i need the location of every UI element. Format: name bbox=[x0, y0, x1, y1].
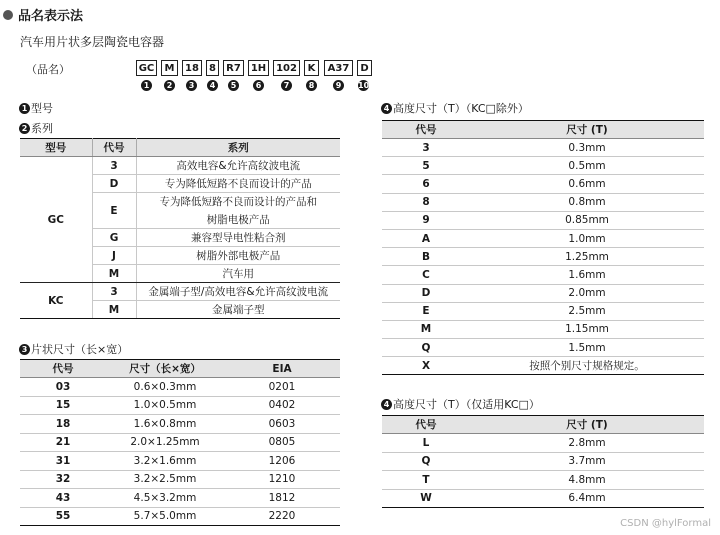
code-cell: 5 bbox=[382, 157, 470, 175]
index-circle: 7 bbox=[281, 80, 292, 91]
series-cell: 汽车用 bbox=[136, 265, 340, 283]
code-box: D bbox=[357, 60, 372, 76]
table-row bbox=[20, 378, 340, 397]
code-cell: T bbox=[382, 471, 470, 490]
section-number-badge: 1 bbox=[19, 103, 30, 114]
code-cell: W bbox=[382, 489, 470, 508]
eia-cell: 0603 bbox=[224, 415, 340, 434]
section-title: 高度尺寸（T）（仅适用KC□） bbox=[393, 398, 540, 411]
code-cell: X bbox=[382, 357, 470, 375]
size-cell: 按照个别尺寸规格规定。 bbox=[470, 357, 704, 375]
chip-size-table bbox=[20, 359, 340, 526]
table-row bbox=[20, 489, 340, 508]
index-circle: 2 bbox=[164, 80, 175, 91]
series-cell: 专为降低短路不良而设计的产品 bbox=[136, 175, 340, 193]
eia-cell: 1210 bbox=[224, 470, 340, 489]
index-circle: 4 bbox=[207, 80, 218, 91]
size-cell: 4.8mm bbox=[470, 471, 704, 490]
code-cell: D bbox=[92, 175, 136, 193]
code-cell: 31 bbox=[20, 452, 106, 471]
code-cell: 32 bbox=[20, 470, 106, 489]
code-cell: E bbox=[382, 302, 470, 320]
table-header: 代号 bbox=[382, 416, 470, 434]
size-cell: 1.0mm bbox=[470, 229, 704, 247]
table-row bbox=[382, 266, 704, 284]
code-cell: 3 bbox=[382, 139, 470, 157]
table-row bbox=[382, 193, 704, 211]
code-cell: C bbox=[382, 266, 470, 284]
series-cell: 专为降低短路不良而设计的产品和 bbox=[159, 196, 317, 209]
index-circle: 8 bbox=[306, 80, 317, 91]
index-circle: 10 bbox=[358, 81, 370, 90]
code-cell: B bbox=[382, 248, 470, 266]
table-row bbox=[382, 139, 704, 157]
index-circle: 9 bbox=[333, 80, 344, 91]
height-b-table bbox=[382, 415, 704, 508]
table-header: EIA bbox=[224, 360, 340, 378]
eia-cell: 0805 bbox=[224, 433, 340, 452]
section-title: 高度尺寸（T）（KC□除外） bbox=[393, 102, 529, 115]
size-cell: 2.8mm bbox=[470, 434, 704, 453]
table-row bbox=[382, 211, 704, 229]
section-title: 型号 bbox=[31, 102, 53, 115]
series-cell: 金属端子型 bbox=[136, 301, 340, 319]
table-header: 尺寸（长×宽） bbox=[106, 360, 224, 378]
size-cell: 5.7×5.0mm bbox=[106, 507, 224, 526]
table-header: 代号 bbox=[382, 121, 470, 139]
code-cell: Q bbox=[382, 339, 470, 357]
series-cell: 高效电容&允许高纹波电流 bbox=[136, 157, 340, 175]
code-cell: E bbox=[92, 193, 136, 229]
code-cell: J bbox=[92, 247, 136, 265]
code-cell: M bbox=[92, 265, 136, 283]
table-header: 尺寸 (T) bbox=[470, 121, 704, 139]
model-cell: GC bbox=[20, 157, 92, 283]
code-cell: 18 bbox=[20, 415, 106, 434]
index-circle: 6 bbox=[253, 80, 264, 91]
table-row bbox=[382, 175, 704, 193]
height-a-table bbox=[382, 120, 704, 375]
code-box: GC bbox=[136, 60, 157, 76]
series-cell: 金属端子型/高效电容&允许高纹波电流 bbox=[136, 283, 340, 301]
page-subtitle: 汽车用片状多层陶瓷电容器 bbox=[20, 35, 165, 49]
code-box: 102 bbox=[273, 60, 300, 76]
code-cell: 3 bbox=[92, 283, 136, 301]
size-cell: 0.85mm bbox=[470, 211, 704, 229]
eia-cell: 2220 bbox=[224, 507, 340, 526]
size-cell: 1.6×0.8mm bbox=[106, 415, 224, 434]
size-cell: 3.2×2.5mm bbox=[106, 470, 224, 489]
size-cell: 0.3mm bbox=[470, 139, 704, 157]
section-type-heading bbox=[19, 100, 53, 116]
size-cell: 1.15mm bbox=[470, 320, 704, 338]
section-title: 片状尺寸（长×宽） bbox=[31, 343, 129, 356]
size-cell: 2.5mm bbox=[470, 302, 704, 320]
table-row bbox=[382, 229, 704, 247]
code-cell: 15 bbox=[20, 396, 106, 415]
section-number-badge: 2 bbox=[19, 123, 30, 134]
size-cell: 0.6×0.3mm bbox=[106, 378, 224, 397]
size-cell: 3.2×1.6mm bbox=[106, 452, 224, 471]
series-cell: 树脂外部电极产品 bbox=[136, 247, 340, 265]
size-cell: 1.0×0.5mm bbox=[106, 396, 224, 415]
table-row bbox=[20, 396, 340, 415]
code-cell: 03 bbox=[20, 378, 106, 397]
section-series-heading bbox=[19, 120, 53, 136]
page-title: 品名表示法 bbox=[18, 9, 84, 24]
part-number-label: （品名） bbox=[26, 63, 70, 76]
code-cell: 3 bbox=[92, 157, 136, 175]
table-row bbox=[20, 507, 340, 526]
code-cell: G bbox=[92, 229, 136, 247]
index-circle: 5 bbox=[228, 80, 239, 91]
code-box: M bbox=[161, 60, 178, 76]
watermark: CSDN @hylFormal bbox=[620, 518, 711, 529]
table-header: 型号 bbox=[20, 139, 92, 157]
index-circle: 1 bbox=[141, 80, 152, 91]
code-box: 18 bbox=[182, 60, 202, 76]
code-box: K bbox=[304, 60, 319, 76]
series-cell: 兼容型导电性粘合剂 bbox=[136, 229, 340, 247]
section-title: 系列 bbox=[31, 122, 53, 135]
code-cell: 21 bbox=[20, 433, 106, 452]
code-cell: D bbox=[382, 284, 470, 302]
code-cell: 6 bbox=[382, 175, 470, 193]
code-box: 1H bbox=[248, 60, 269, 76]
section-chip-size-heading bbox=[19, 341, 128, 357]
section-number-badge: 4 bbox=[381, 399, 392, 410]
index-circle: 3 bbox=[186, 80, 197, 91]
eia-cell: 1812 bbox=[224, 489, 340, 508]
series-table bbox=[20, 138, 340, 319]
table-row bbox=[20, 415, 340, 434]
size-cell: 1.5mm bbox=[470, 339, 704, 357]
code-cell: M bbox=[92, 301, 136, 319]
code-cell: M bbox=[382, 320, 470, 338]
code-cell: 55 bbox=[20, 507, 106, 526]
eia-cell: 0201 bbox=[224, 378, 340, 397]
table-row bbox=[382, 339, 704, 357]
table-header: 系列 bbox=[136, 139, 340, 157]
table-row bbox=[382, 248, 704, 266]
size-cell: 1.6mm bbox=[470, 266, 704, 284]
section-number-badge: 4 bbox=[381, 103, 392, 114]
section-height-a-heading bbox=[381, 100, 529, 116]
size-cell: 4.5×3.2mm bbox=[106, 489, 224, 508]
code-cell: A bbox=[382, 229, 470, 247]
code-cell: 8 bbox=[382, 193, 470, 211]
table-row bbox=[20, 470, 340, 489]
code-box: 8 bbox=[206, 60, 219, 76]
size-cell: 6.4mm bbox=[470, 489, 704, 508]
table-row bbox=[382, 471, 704, 490]
eia-cell: 1206 bbox=[224, 452, 340, 471]
size-cell: 2.0mm bbox=[470, 284, 704, 302]
table-row bbox=[382, 434, 704, 453]
code-cell: 43 bbox=[20, 489, 106, 508]
title-bullet-icon bbox=[3, 10, 13, 20]
table-row bbox=[382, 302, 704, 320]
code-cell: Q bbox=[382, 452, 470, 471]
size-cell: 0.8mm bbox=[470, 193, 704, 211]
code-box: A37 bbox=[324, 60, 353, 76]
size-cell: 0.6mm bbox=[470, 175, 704, 193]
table-row bbox=[382, 284, 704, 302]
table-row bbox=[382, 320, 704, 338]
size-cell: 3.7mm bbox=[470, 452, 704, 471]
table-row bbox=[382, 452, 704, 471]
size-cell: 2.0×1.25mm bbox=[106, 433, 224, 452]
table-header: 代号 bbox=[20, 360, 106, 378]
table-header: 代号 bbox=[92, 139, 136, 157]
code-box: R7 bbox=[223, 60, 244, 76]
table-header: 尺寸 (T) bbox=[470, 416, 704, 434]
size-cell: 1.25mm bbox=[470, 248, 704, 266]
table-row bbox=[382, 489, 704, 508]
size-cell: 0.5mm bbox=[470, 157, 704, 175]
table-row bbox=[20, 433, 340, 452]
series-cell: 树脂电极产品 bbox=[136, 211, 340, 229]
section-number-badge: 3 bbox=[19, 344, 30, 355]
section-height-b-heading bbox=[381, 396, 540, 412]
code-cell: L bbox=[382, 434, 470, 453]
eia-cell: 0402 bbox=[224, 396, 340, 415]
table-row bbox=[382, 357, 704, 375]
table-row bbox=[20, 452, 340, 471]
code-cell: 9 bbox=[382, 211, 470, 229]
table-row bbox=[382, 157, 704, 175]
model-cell: KC bbox=[20, 283, 92, 319]
